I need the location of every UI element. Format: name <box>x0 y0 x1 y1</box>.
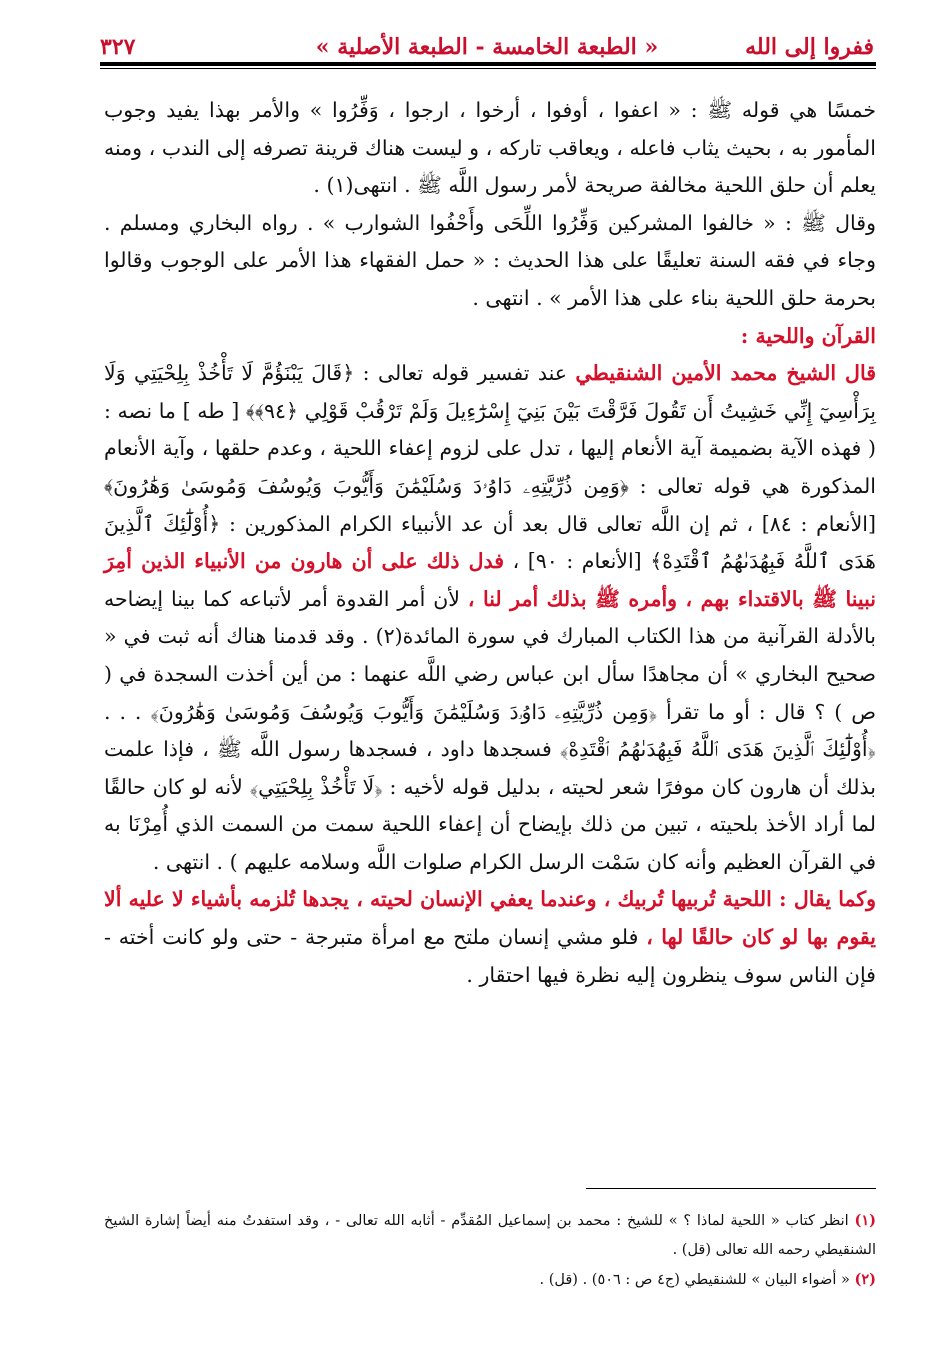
footnote <box>104 1265 876 1295</box>
footnotes <box>104 1206 876 1295</box>
paragraph <box>104 355 876 881</box>
emphasis-text: فدل ذلك على أن هارون من الأنبياء الذين أمِرَ نبينا ﷺ بالاقتداء بهم ، وأمره ﷺ بذلك أمر لنا ، <box>104 549 876 611</box>
header-rule-thin <box>100 68 876 69</box>
page-body <box>104 92 876 994</box>
footnote-separator <box>586 1188 876 1189</box>
footnote <box>104 1206 876 1265</box>
paragraph <box>104 205 876 318</box>
emphasis-text: قال الشيخ محمد الأمين الشنقيطي <box>575 361 876 386</box>
footnote-number: (١) <box>854 1212 876 1229</box>
body-text: لأن أمر القدوة أمر لأتباعه كما بينا إيضاحه بالأدلة القرآنية من هذا الكتاب المبارك في سورة المائدة(٢) . وقد قدمنا هناك أنه ثبت في « صحيح البخاري » أن مجاهدًا سأل ابن عباس رضي اللَّه عنهما : من أين أخذت السجدة في ( ص ) ؟ قال : أو ما تقرأ ﴿وَمِن ذُرِّيَّتِهِۦ دَاوُۥدَ وَسُلَيْمَٰنَ وَأَيُّوبَ وَيُوسُفَ وَمُوسَىٰ وَهَٰرُونَ﴾ . . . ﴿أُوْلَٰٓئِكَ ٱلَّذِينَ هَدَى ٱللَّهُ فَبِهُدَىٰهُمُ ٱقْتَدِهْ﴾ فسجدها داود ، فسجدها رسول اللَّه ﷺ ، فإذا علمت بذلك أن هارون كان موفرًا شعر لحيته ، بدليل قوله لأخيه : ﴿لَا تَأْخُذْ بِلِحْيَتِي﴾ لأنه لو كان حالقًا لما أراد الأخذ بلحيته ، تبين من ذلك بإيضاح أن إعفاء اللحية سمت من السمت الذي أُمِرْنَا به في القرآن العظيم وأنه كان سَمْت الرسل الكرام صلوات اللَّه وسلامه عليهم ) . انتهى . <box>104 586 877 874</box>
edition-label: « الطبعة الخامسة - الطبعة الأصلية » <box>315 34 659 60</box>
header-rule-thick <box>100 62 876 66</box>
body-text: خمسًا هي قوله ﷺ : « اعفوا ، أوفوا ، أرخوا ، ارجوا ، وَفِّرُوا » والأمر بهذا يفيد وجوب المأمور به ، بحيث يثاب فاعله ، ويعاقب تاركه ، و ليست هناك قرينة تصرفه إلى الندب ، ومنه يعلم أن حلق اللحية مخالفة صريحة لأمر رسول اللَّه ﷺ . انتهى(١) . <box>104 98 876 198</box>
footnote-text: « أضواء البيان » للشنقيطي (ج٤ ص : ٥٠٦) . (قل) . <box>539 1272 855 1288</box>
paragraph <box>104 92 876 205</box>
page-number: ٣٢٧ <box>100 34 136 60</box>
section-heading: القرآن واللحية : <box>740 323 876 348</box>
body-text: فلو مشي إنسان ملتح مع امرأة متبرجة - حتى ولو كانت أخته - فإن الناس سوف ينظرون إليه نظرة فيها احتقار . <box>104 925 876 987</box>
footnote-text: انظر كتاب « اللحية لماذا ؟ » للشيخ : محمد بن إسماعيل المُقدِّم - أثابه الله تعالى - ، وقد استفدتُ منه أيضاً إشارة الشيخ الشنقيطي رحمه الله تعالى (قل) . <box>104 1213 876 1258</box>
book-title: ففروا إلى الله <box>745 34 874 60</box>
footnote-number: (٢) <box>854 1271 876 1288</box>
body-text: عند تفسير قوله تعالى : ﴿قَالَ يَبْنَؤُمَّ لَا تَأْخُذْ بِلِحْيَتِي وَلَا بِرَأْسِيٓ إِنِّي خَشِيتُ أَن تَقُولَ فَرَّقْتَ بَيْنَ بَنِيٓ إِسْرَٰٓءِيلَ وَلَمْ تَرْقُبْ قَوْلِي ﴿٩٤﴾﴾ [ طه ] ما نصه : ( فهذه الآية بضميمة آية الأنعام إليها ، تدل على لزوم إعفاء اللحية ، وعدم حلقها ، وآية الأنعام المذكورة هي قوله تعالى : ﴿وَمِن ذُرِّيَّتِهِۦ دَاوُۥدَ وَسُلَيْمَٰنَ وَأَيُّوبَ وَيُوسُفَ وَمُوسَىٰ وَهَٰرُونَ﴾ [الأنعام : ٨٤] ، ثم إن اللَّه تعالى قال بعد أن عد الأنبياء الكرام المذكورين : ﴿أُوْلَٰٓئِكَ ٱلَّذِينَ هَدَى ٱللَّهُ فَبِهُدَىٰهُمُ ٱقْتَدِهْ﴾ [الأنعام : ٩٠] ، <box>104 361 876 574</box>
emphasis-text: وكما يقال : اللحية تُربيها تُربيك ، وعندما يعفي الإنسان لحيته ، يجدها تُلزمه بأشياء لا عليه ألا يقوم بها لو كان حالقًا لها ، <box>104 887 876 950</box>
paragraph <box>104 881 876 994</box>
body-text: وقال ﷺ : « خالفوا المشركين وَفِّرُوا اللِّحَى وأَحْفُوا الشوارب » . رواه البخاري ومسلم . وجاء في فقه السنة تعليقًا على هذا الحديث : « حمل الفقهاء هذا الأمر على الوجوب وقالوا بحرمة حلق اللحية بناء على هذا الأمر » . انتهى . <box>104 210 876 310</box>
